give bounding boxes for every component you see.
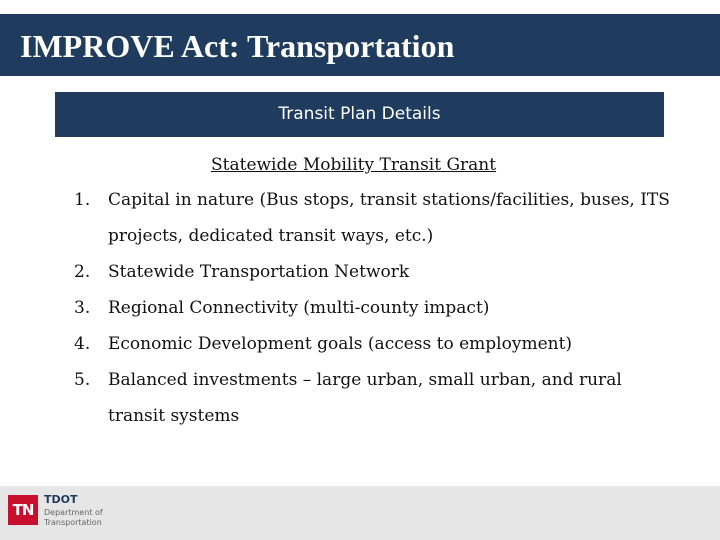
list-item-text: Balanced investments – large urban, small urban, and rural transit systems bbox=[108, 370, 622, 426]
slide-title: IMPROVE Act: Transportation bbox=[20, 28, 455, 64]
list-item-text: Regional Connectivity (multi-county impact) bbox=[108, 298, 490, 318]
list-item-number: 2. bbox=[74, 262, 91, 282]
title-bar bbox=[0, 14, 720, 76]
tdot-logo-name: TDOT bbox=[44, 493, 78, 506]
list-item-number: 1. bbox=[74, 190, 91, 210]
list-item bbox=[74, 182, 678, 254]
section-title: Transit Plan Details bbox=[278, 104, 441, 124]
list-item bbox=[74, 362, 678, 434]
list-item-number: 4. bbox=[74, 334, 91, 354]
list-item-number: 5. bbox=[74, 370, 91, 390]
footer-bar bbox=[0, 486, 720, 540]
tn-logo-icon: TN bbox=[8, 495, 38, 525]
list-item-number: 3. bbox=[74, 298, 91, 318]
list-item-text: Capital in nature (Bus stops, transit stations/facilities, buses, ITS projects, dedicated transit ways, etc.) bbox=[108, 190, 670, 246]
section-banner bbox=[55, 92, 664, 137]
list-item-text: Economic Development goals (access to employment) bbox=[108, 334, 573, 354]
list-item bbox=[74, 326, 678, 362]
content-heading: Statewide Mobility Transit Grant bbox=[211, 155, 497, 175]
list-item-text: Statewide Transportation Network bbox=[108, 262, 410, 282]
list-item bbox=[74, 254, 678, 290]
tdot-logo-subtitle: Department of Transportation bbox=[44, 508, 103, 527]
list-item bbox=[74, 290, 678, 326]
